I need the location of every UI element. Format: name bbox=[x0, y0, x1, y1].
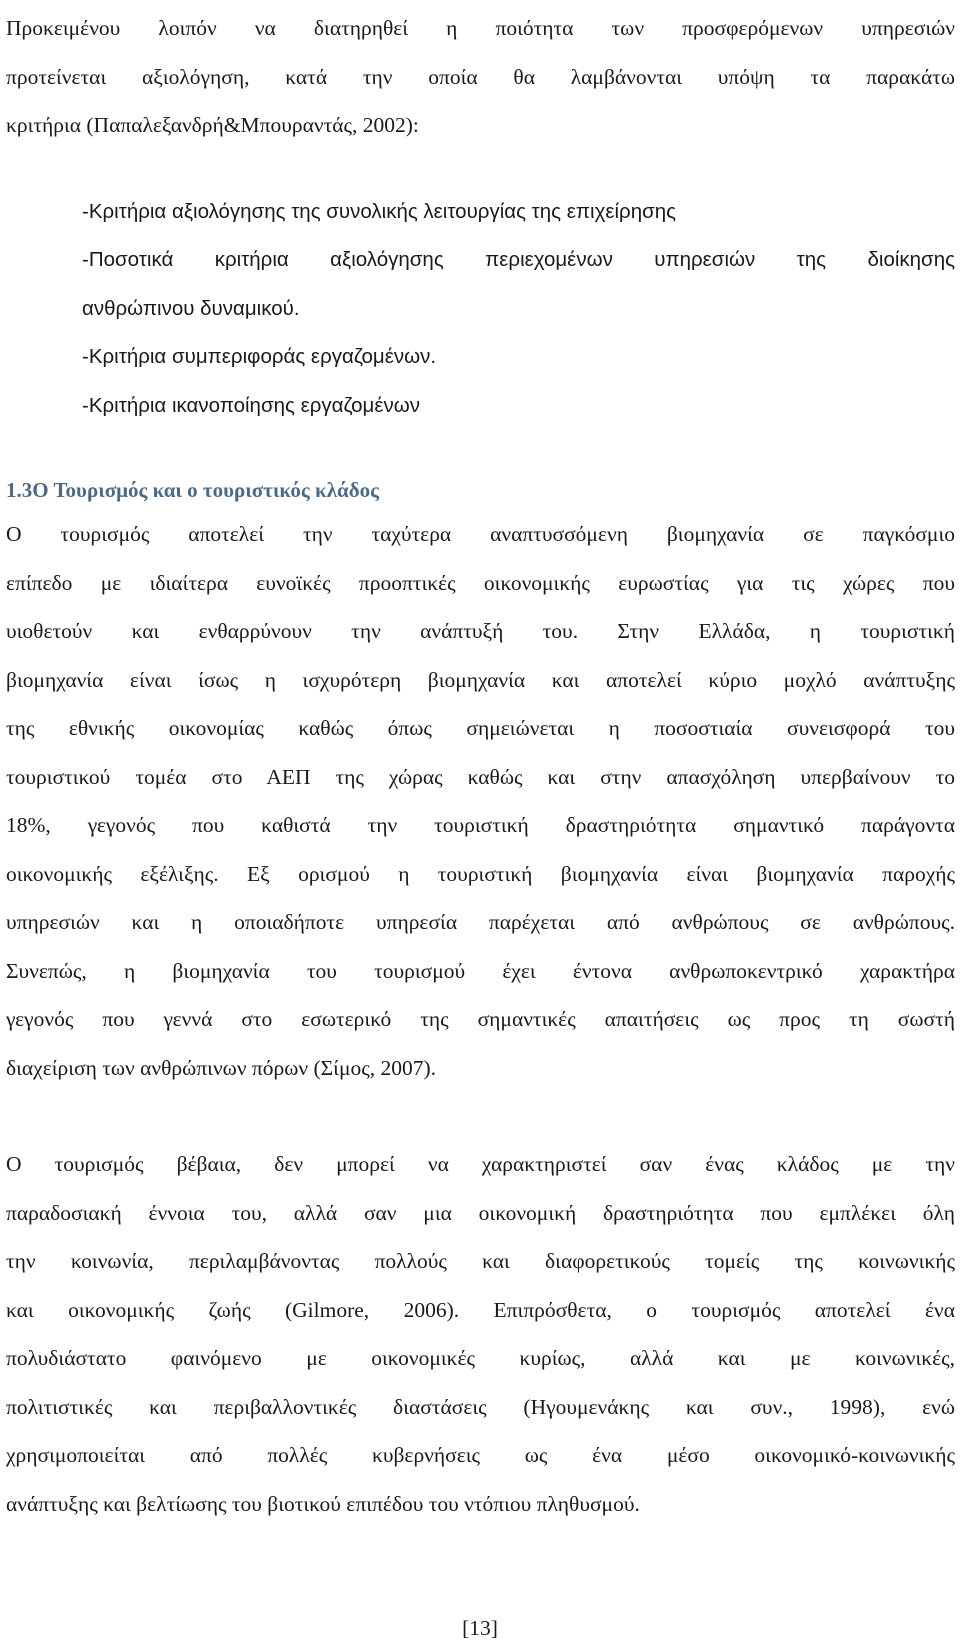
criteria-item-4: -Κριτήρια ικανοποίησης εργαζομένων bbox=[82, 393, 421, 417]
para1-line-12: διαχείριση των ανθρώπινων πόρων (Σίμος, 2007). bbox=[6, 1055, 437, 1080]
paragraph-1 bbox=[6, 510, 955, 1092]
para2-line-4: και οικονομικής ζωής (Gilmore, 2006). Επιπρόσθετα, ο τουρισμός αποτελεί ένα bbox=[6, 1297, 955, 1322]
criteria-item-2: -Ποσοτικά κριτήρια αξιολόγησης περιεχομένων υπηρεσιών της διοίκησης bbox=[82, 248, 955, 271]
criteria-item-1: -Κριτήρια αξιολόγησης της συνολικής λειτουργίας της επιχείρησης bbox=[82, 199, 677, 223]
spacer bbox=[6, 430, 955, 470]
para2-line-2: παραδοσιακή έννοια του, αλλά σαν μια οικονομική δραστηριότητα που εμπλέκει όλη bbox=[6, 1200, 955, 1225]
para1-line-10: Συνεπώς, η βιομηχανία του τουρισμού έχει έντονα ανθρωποκεντρικό χαρακτήρα bbox=[6, 958, 955, 983]
para1-line-11: γεγονός που γεννά στο εσωτερικό της σημαντικές απαιτήσεις ως προς τη σωστή bbox=[6, 1007, 955, 1031]
page-number: [13] bbox=[462, 1616, 498, 1640]
intro-line-3: κριτήρια (Παπαλεξανδρή&Μπουραντάς, 2002): bbox=[6, 113, 419, 137]
intro-line-1: Προκειμένου λοιπόν να διατηρηθεί η ποιότητα των προσφερόμενων υπηρεσιών bbox=[6, 16, 955, 40]
section-heading: 1.3Ο Τουρισμός και ο τουριστικός κλάδος bbox=[6, 478, 379, 502]
para1-line-2: επίπεδο με ιδιαίτερα ευνοϊκές προοπτικές οικονομικής ευρωστίας για τις χώρες που bbox=[6, 570, 955, 595]
para1-line-8: οικονομικής εξέλιξης. Εξ ορισμού η τουριστική βιομηχανία είναι βιομηχανία παροχής bbox=[6, 861, 955, 886]
intro-line-2: προτείνεται αξιολόγηση, κατά την οποία θα λαμβάνονται υπόψη τα παρακάτω bbox=[6, 64, 955, 89]
para2-line-7: χρησιμοποιείται από πολλές κυβερνήσεις ως ένα μέσο οικονομικό-κοινωνικής bbox=[6, 1443, 955, 1467]
para1-line-9: υπηρεσιών και η οποιαδήποτε υπηρεσία παρέχεται από ανθρώπους σε ανθρώπους. bbox=[6, 910, 955, 934]
criteria-list bbox=[6, 188, 955, 431]
para1-line-4: βιομηχανία είναι ίσως η ισχυρότερη βιομηχανία και αποτελεί κύριο μοχλό ανάπτυξης bbox=[6, 667, 955, 692]
spacer bbox=[6, 1092, 955, 1140]
intro-paragraph bbox=[6, 0, 955, 150]
para2-line-6: πολιτιστικές και περιβαλλοντικές διαστάσεις (Ηγουμενάκης και συν., 1998), ενώ bbox=[6, 1394, 955, 1419]
criteria-item-2-cont: ανθρώπινου δυναμικού. bbox=[82, 296, 300, 320]
para2-line-1: Ο τουρισμός βέβαια, δεν μπορεί να χαρακτηριστεί σαν ένας κλάδος με την bbox=[6, 1152, 955, 1176]
spacer bbox=[6, 150, 955, 188]
para1-line-6: τουριστικού τομέα στο ΑΕΠ της χώρας καθώς και στην απασχόληση υπερβαίνουν το bbox=[6, 764, 955, 789]
para1-line-5: της εθνικής οικονομίας καθώς όπως σημειώνεται η ποσοστιαία συνεισφορά του bbox=[6, 716, 955, 740]
para2-line-5: πολυδιάστατο φαινόμενο με οικονομικές κυρίως, αλλά και με κοινωνικές, bbox=[6, 1346, 955, 1370]
para1-line-3: υιοθετούν και ενθαρρύνουν την ανάπτυξή του. Στην Ελλάδα, η τουριστική bbox=[6, 619, 955, 643]
document-page bbox=[6, 0, 955, 1528]
para2-line-3: την κοινωνία, περιλαμβάνοντας πολλούς και διαφορετικούς τομείς της κοινωνικής bbox=[6, 1249, 955, 1273]
para2-line-8: ανάπτυξης και βελτίωσης του βιοτικού επιπέδου του ντόπιου πληθυσμού. bbox=[6, 1491, 640, 1516]
para1-line-1: Ο τουρισμός αποτελεί την ταχύτερα αναπτυσσόμενη βιομηχανία σε παγκόσμιο bbox=[6, 522, 955, 546]
paragraph-2 bbox=[6, 1140, 955, 1528]
para1-line-7: 18%, γεγονός που καθιστά την τουριστική δραστηριότητα σημαντικό παράγοντα bbox=[6, 813, 955, 837]
criteria-item-3: -Κριτήρια συμπεριφοράς εργαζομένων. bbox=[82, 345, 437, 368]
